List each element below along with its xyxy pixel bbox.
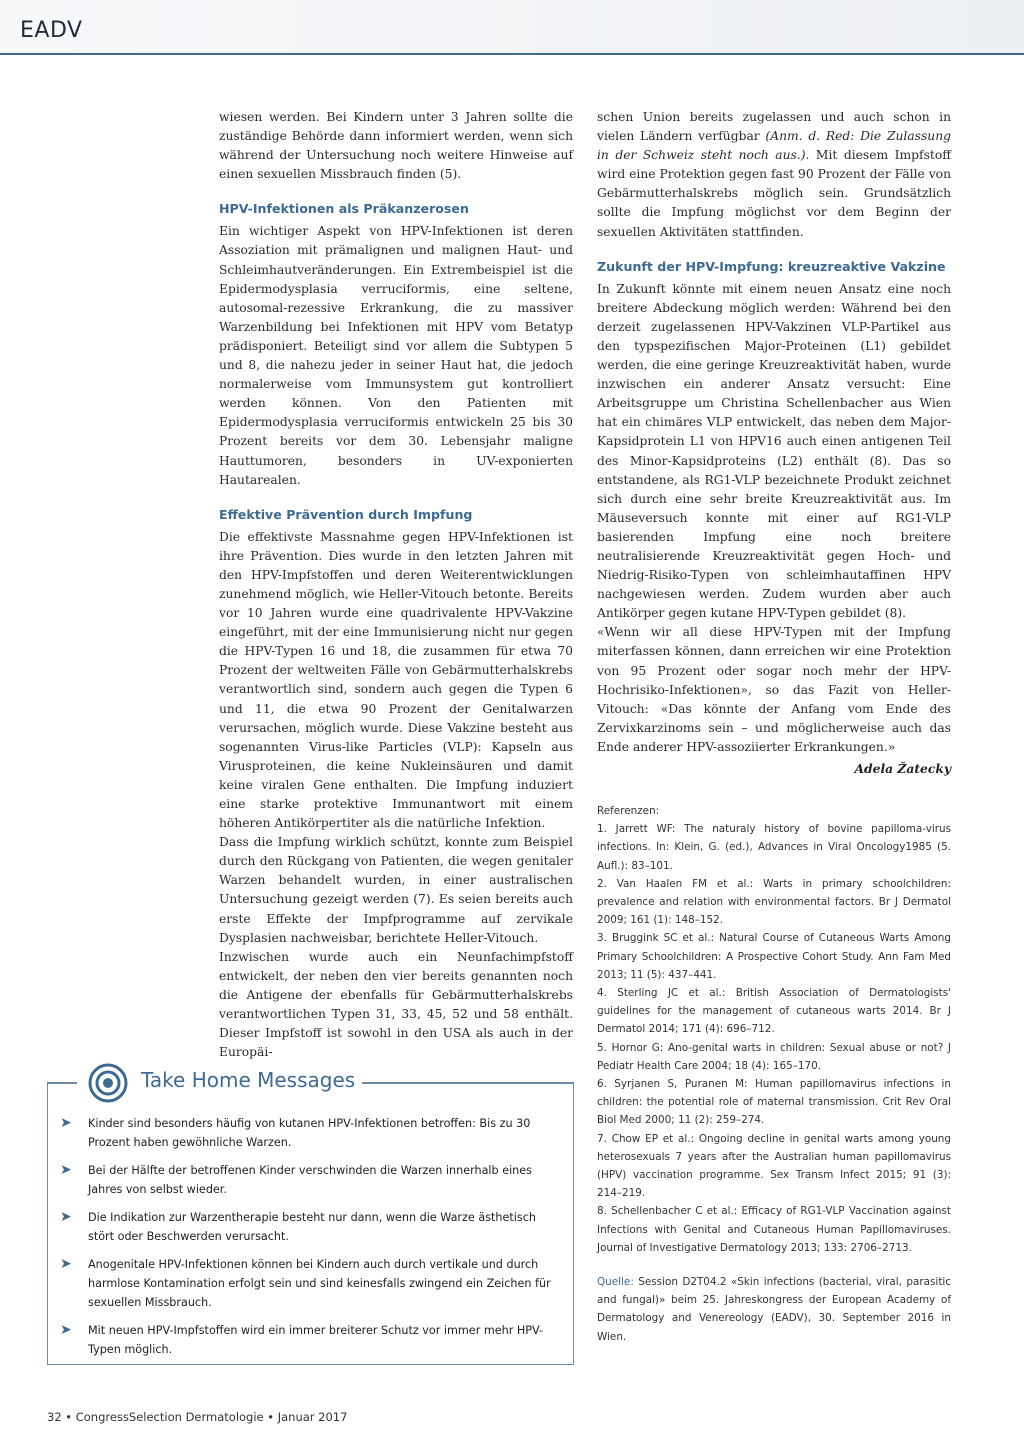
section-paragraph: Dass die Impfung wirklich schützt, konnte zum Beispiel durch den Rückgang von Patienten, die wegen genitaler Warzen behandelt wurden, in einer australischen Untersuchung gezeigt werden (7). Es seien bereits auch erste Effekte der Impfprogramme auf zervikale Dysplasien nachweisbar, berichtete Heller-Vitouch.: [219, 835, 573, 945]
right-intro-paragraph: [597, 108, 951, 242]
section-paragraph: «Wenn wir all diese HPV-Typen mit der Impfung miterfassen können, dann erreichen wir eine Protektion von 95 Prozent oder sogar noch mehr der HPV-Hochrisiko-Infektionen», so das Fazit von Heller-Vitouch: «Das könnte der Anfang vom Ende des Zervixkarzinoms sein – und möglicherweise auch das Ende anderer HPV-assoziierter Erkrankungen.»: [597, 625, 951, 754]
arrow-bullet-icon: ➤: [60, 1256, 72, 1272]
source-label: Quelle:: [597, 1276, 634, 1289]
section-paragraph: Ein wichtiger Aspekt von HPV-Infektionen ist deren Assoziation mit prämalignen und malignen Haut- und Schleimhautveränderungen. Ein Extrembeispiel ist die Epidermodysplasia verruciformis, eine seltene, autosomal-rezessive Erkrankung, die zu massiver Warzenbildung bei Infektionen mit HPV vom Betatyp prädisponiert. Beteiligt sind vor allem die Subtypen 5 und 8, die nahezu jeder in seiner Haut hat, die jedoch normalerweise vom Immunsystem gut kontrolliert werden können. Von den Patienten mit Epidermodysplasia verruciformis entwickeln 25 bis 30 Prozent bereits vor dem 30. Lebensjahr maligne Hauttumoren, besonders in UV-exponierten Hautarealen.: [219, 224, 573, 487]
page-footer: 32 • CongressSelection Dermatologie • Januar 2017: [47, 1410, 348, 1424]
section-heading-prevention: Effektive Prävention durch Impfung: [219, 506, 473, 522]
section-paragraph: Inzwischen wurde auch ein Neunfachimpfstoff entwickelt, der neben den vier bereits genannten noch die Antigene der ebenfalls für Gebärmutterhalskrebs verantwortlichen Typen 31, 33, 45, 52 und 58 enthält. Dieser Impfstoff ist sowohl in den USA als auch in der Europäi-: [219, 949, 573, 1060]
reference-item: 5. Hornor G: Ano-genital warts in children: Sexual abuse or not? J Pediatr Health Care 2004; 18 (4): 165–170.: [597, 1041, 951, 1072]
arrow-bullet-icon: ➤: [60, 1322, 72, 1338]
header-rule: [0, 53, 1024, 55]
section-heading-precancerous: HPV-Infektionen als Präkanzerosen: [219, 201, 469, 217]
take-home-item-text: Kinder sind besonders häufig von kutanen HPV-Infektionen betroffen: Bis zu 30 Prozent haben gewöhnliche Warzen.: [88, 1117, 531, 1149]
arrow-bullet-icon: ➤: [60, 1115, 72, 1131]
page-header: [0, 0, 1024, 54]
reference-item: 3. Bruggink SC et al.: Natural Course of Cutaneous Warts Among Primary Schoolchildren: A Prospective Cohort Study. Ann Fam Med 2013; 11 (5): 437–441.: [597, 932, 951, 981]
arrow-bullet-icon: ➤: [60, 1162, 72, 1178]
reference-item: 7. Chow EP et al.: Ongoing decline in genital warts among young heterosexuals 7 years after the Australian human papillomavirus (HPV) vaccination programme. Sex Transm Infect 2015; 91 (3): 214–219.: [597, 1132, 951, 1200]
reference-item: 6. Syrjanen S, Puranen M: Human papillomavirus infections in children: the potential role of maternal transmission. Crit Rev Oral Biol Med 2000; 11 (2): 259–274.: [597, 1078, 951, 1127]
left-intro-paragraph: wiesen werden. Bei Kindern unter 3 Jahren sollte die zuständige Behörde dann informiert werden, wenn sich während der Untersuchung noch weitere Hinweise auf einen sexuellen Missbrauch finden (5).: [219, 110, 573, 182]
take-home-item: [60, 1255, 560, 1312]
take-home-box-top-left-rule: [47, 1082, 77, 1084]
source-text: Session D2T04.2 «Skin infections (bacterial, viral, parasitic and fungal)» beim 25. Jahreskongress der European Academy of Dermatology and Venereology (EADV), 30. September 2016 in Wien.: [597, 1276, 951, 1343]
right-column: [597, 108, 951, 1356]
target-icon: [88, 1063, 128, 1103]
references-title: Referenzen:: [597, 805, 660, 817]
section-paragraph: Die effektivste Massnahme gegen HPV-Infektionen ist ihre Prävention. Dies wurde in den letzten Jahren mit den HPV-Impfstoffen und deren Weiterentwicklungen zunehmend möglich, wie Heller-Vitouch betonte. Bereits vor 10 Jahren wurde eine quadrivalente HPV-Vakzine eingeführt, mit der eine Immunisierung nicht nur gegen die HPV-Typen 16 und 18, die zusammen für etwa 70 Prozent der weltweiten Fälle von Gebärmutterhalskrebs verantwortlich sind, sondern auch gegen die Typen 6 und 11, die etwa 90 Prozent der Genitalwarzen verursachen, möglich wurde. Diese Vakzine besteht aus sogenannten Virus-like Particles (VLP): Kapseln aus Virusproteinen, die keine Nukleinsäuren und damit keine viralen Gene enthalten. Die Impfung induziert eine starke protektive Immunantwort mit einem höheren Antikörpertiter als die natürliche Infektion.: [219, 529, 573, 831]
take-home-item: [60, 1321, 560, 1359]
take-home-item-text: Anogenitale HPV-Infektionen können bei Kindern auch durch vertikale und durch harmlose Kontamination erfolgt sein und sind keinesfalls zwingend ein Zeichen für sexuellen Missbrauch.: [88, 1258, 551, 1309]
journal-section-title: EADV: [20, 18, 83, 43]
left-column: [219, 108, 573, 1062]
intro-text-a: schen Union bereits zugelassen und auch schon in vielen Ländern verfügbar: [597, 110, 951, 144]
intro-text-b: . Mit diesem Impfstoff wird eine Protektion gegen fast 90 Prozent der Fälle von Gebärmutterhalskrebs möglich sein. Grundsätzlich sollte die Impfung möglichst vor dem Beginn der sexuellen Aktivitäten stattfinden.: [597, 148, 951, 239]
take-home-list: [60, 1114, 560, 1368]
take-home-box-top-right-rule: [362, 1082, 573, 1084]
take-home-item-text: Die Indikation zur Warzentherapie besteht nur dann, wenn die Warze ästhetisch stört oder Beschwerden verursacht.: [88, 1211, 536, 1243]
references-list: [597, 802, 951, 1346]
take-home-title: Take Home Messages: [141, 1068, 356, 1092]
reference-item: 4. Sterling JC et al.: British Association of Dermatologists' guidelines for the management of cutaneous warts 2014. Br J Dermatol 2014; 171 (4): 696–712.: [597, 987, 951, 1036]
take-home-item: [60, 1208, 560, 1246]
take-home-item-text: Mit neuen HPV-Impfstoffen wird ein immer breiterer Schutz vor immer mehr HPV-Typen möglich.: [88, 1324, 544, 1356]
take-home-item-text: Bei der Hälfte der betroffenen Kinder verschwinden die Warzen innerhalb eines Jahres von selbst wieder.: [88, 1164, 532, 1196]
reference-item: 8. Schellenbacher C et al.: Efficacy of RG1-VLP Vaccination against Infections with Genital and Cutaneous Human Papillomaviruses. Journal of Investigative Dermatology 2013; 133: 2706–2713.: [597, 1205, 951, 1254]
arrow-bullet-icon: ➤: [60, 1209, 72, 1225]
reference-item: 1. Jarrett WF: The naturaly history of bovine papilloma-virus infections. In: Klein, G. (ed.), Advances in Viral Oncology1985 (5. Aufl.): 83–101.: [597, 823, 951, 872]
editor-note: (Anm. d. Red: Die Zulassung in der Schweiz steht noch aus.): [597, 129, 951, 163]
section-heading-future-vaccine: Zukunft der HPV-Impfung: kreuzreaktive Vakzine: [597, 258, 946, 274]
section-paragraph: In Zukunft könnte mit einem neuen Ansatz eine noch breitere Abdeckung möglich werden: Während bei den derzeit zugelassenen HPV-Vakzinen VLP-Partikel aus den typspezifischen Major-Proteinen (L1) gebildet werden, die eine geringe Kreuzreaktivität haben, wurde inzwischen ein anderer Ansatz versucht: Eine Arbeitsgruppe um Christina Schellenbacher aus Wien hat ein chimäres VLP entwickelt, das neben dem Major-Kapsidprotein L1 von HPV16 auch einen antigenen Teil des Minor-Kapsidproteins (L2) enthält (8). Das so entstandene, als RG1-VLP bezeichnete Produkt zeichnet sich durch eine sehr breite Kreuzreaktivität aus. Im Mäuseversuch konnte mit einer auf RG1-VLP basierenden Impfung eine noch breitere neutralisierende Kreuzreaktivität gegen Hoch- und Niedrig-Risiko-Typen von schleimhautaffinen HPV nachgewiesen werden. Zudem wurden aber auch Antikörper gegen kutane HPV-Typen gebildet (8).: [597, 281, 951, 621]
source-note: [597, 1273, 951, 1346]
take-home-item: [60, 1114, 560, 1152]
reference-item: 2. Van Haalen FM et al.: Warts in primary schoolchildren: prevalence and relation with environmental factors. Br J Dermatol 2009; 161 (1): 148–152.: [597, 877, 951, 927]
take-home-item: [60, 1161, 560, 1199]
author-signature: Adela Žatecky: [854, 761, 951, 776]
